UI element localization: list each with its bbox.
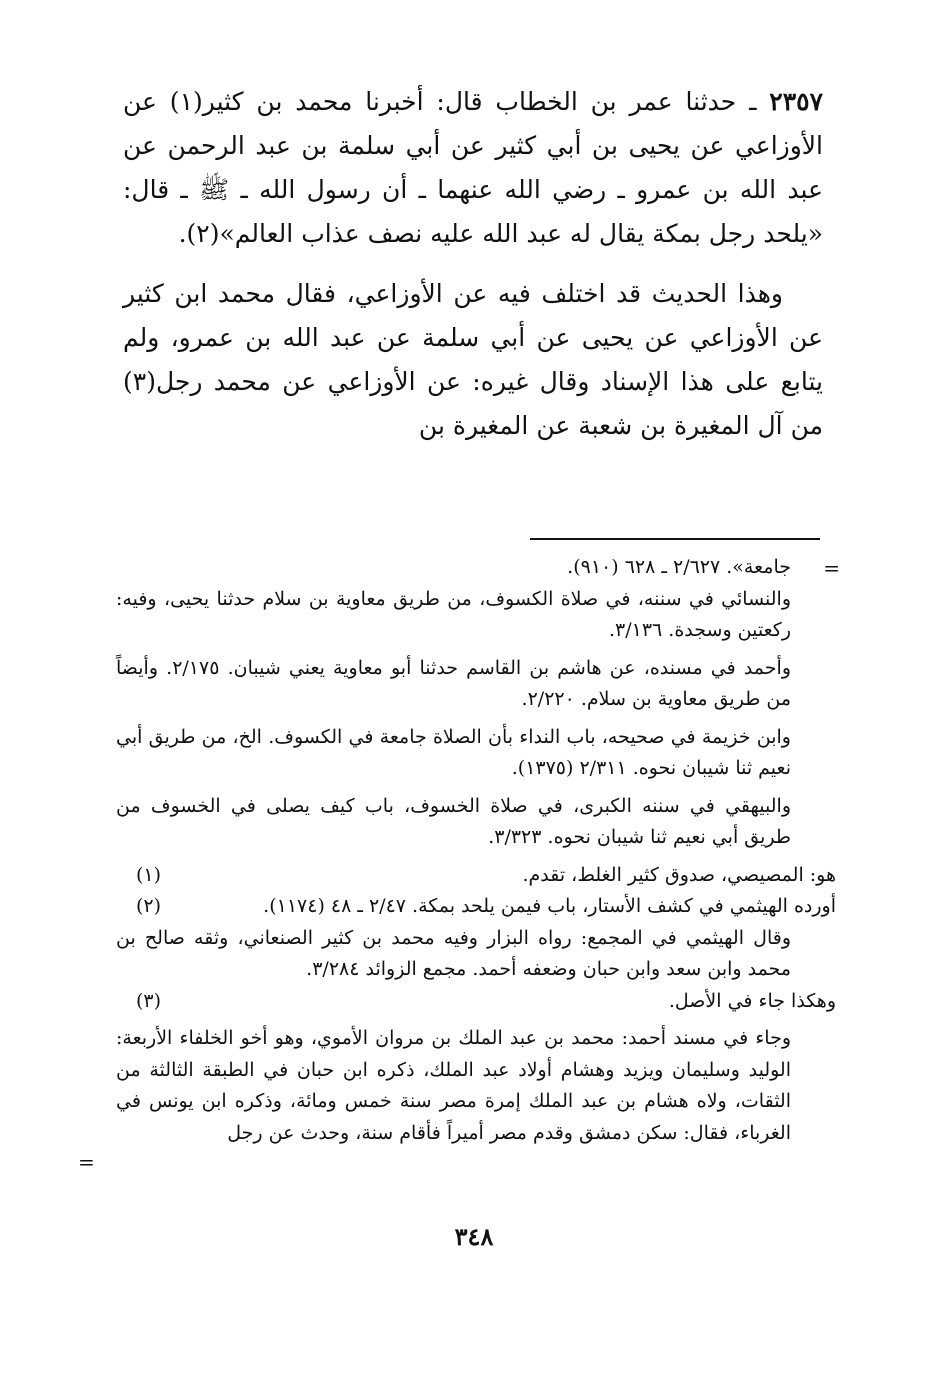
footnote-text: هو: المصيصي، صدوق كثير الغلط، تقدم. — [522, 863, 836, 886]
page-number: ٣٤٨ — [454, 1222, 494, 1251]
footnote-continued-line: وأحمد في مسنده، عن هاشم بن القاسم حدثنا أبو معاوية يعني شيبان. ٢/١٧٥. وأيضاً من طريق معاوية بن سلام. ٢/٢٢٠. — [116, 656, 791, 710]
footnote-marker: (٢) — [135, 895, 161, 917]
footnote-2 — [116, 891, 836, 923]
footnote-marker: (١) — [135, 863, 161, 886]
footnote-3-continued: وجاء في مسند أحمد: محمد بن عبد الملك بن مروان الأموي، وهو أخو الخلفاء الأربعة: الوليد وسليمان ويزيد وهشام أولاد عبد الملك، ذكره ابن حبان في الطبقة الثالثة من الثقات، ولاه هشام بن عبد الملك إمرة مصر سنة خمس ومائة، وذكره ابن يونس في الغرباء، فقال: سكن دمشق وقدم مصر أميراً فأقام سنة، وحدث عن رجل — [116, 1027, 791, 1144]
footnote-text: أورده الهيثمي في كشف الأستار، باب فيمن يلحد بمكة. ٢/٤٧ ـ ٤٨ (١١٧٤). — [263, 895, 836, 917]
footnote-continued-line: والبيهقي في سننه الكبرى، في صلاة الخسوف، باب كيف يصلى في الخسوف من طريق أبي نعيم ثنا شيبان نحوه. ٣/٣٢٣. — [116, 794, 791, 848]
main-text — [123, 80, 823, 448]
hadith-number: ٢٣٥٧ — [769, 87, 824, 116]
footnote-1 — [116, 860, 836, 892]
hadith-text: ـ حدثنا عمر بن الخطاب قال: أخبرنا محمد بن كثير(١) عن الأوزاعي عن يحيى بن أبي كثير عن أبي سلمة بن عبد الرحمن عن عبد الله بن عمرو ـ رضي الله عنهما ـ أن رسول الله ـ ﷺ ـ قال: «يلحد رجل بمكة يقال له عبد الله عليه نصف عذاب العالم»(٢). — [123, 87, 823, 248]
footnote-separator — [530, 538, 820, 540]
continuation-mark-bottom: = — [78, 1150, 95, 1174]
footnote-continued-line: جامعة». ٢/٦٢٧ ـ ٦٢٨ (٩١٠). — [567, 556, 791, 578]
footnote-2-continued: وقال الهيثمي في المجمع: رواه البزار وفيه محمد بن كثير الصنعاني، وثقه صالح بن محمد وابن سعد وابن حبان وضعفه أحمد. مجمع الزوائد ٣/٢٨٤. — [116, 926, 791, 980]
footnote-3 — [116, 986, 836, 1018]
footnotes — [116, 552, 836, 1149]
footnote-marker: (٣) — [135, 989, 161, 1012]
commentary-paragraph: وهذا الحديث قد اختلف فيه عن الأوزاعي، فقال محمد ابن كثير عن الأوزاعي عن يحيى عن أبي سلمة عن عبد الله بن عمرو، ولم يتابع على هذا الإسناد وقال غيره: عن الأوزاعي عن محمد رجل(٣) من آل المغيرة بن شعبة عن المغيرة بن — [123, 279, 823, 440]
hadith-paragraph — [123, 80, 823, 256]
footnote-continued-line: والنسائي في سننه، في صلاة الكسوف، من طريق معاوية بن سلام حدثنا يحيى، وفيه: ركعتين وسجدة. ٣/١٣٦. — [116, 587, 791, 641]
footnote-continued-line: وابن خزيمة في صحيحه، باب النداء بأن الصلاة جامعة في الكسوف. الخ، من طريق أبي نعيم ثنا شيبان نحوه. ٢/٣١١ (١٣٧٥). — [116, 725, 791, 779]
continuation-mark-top: = — [823, 556, 840, 580]
footnote-text: وهكذا جاء في الأصل. — [668, 989, 836, 1012]
